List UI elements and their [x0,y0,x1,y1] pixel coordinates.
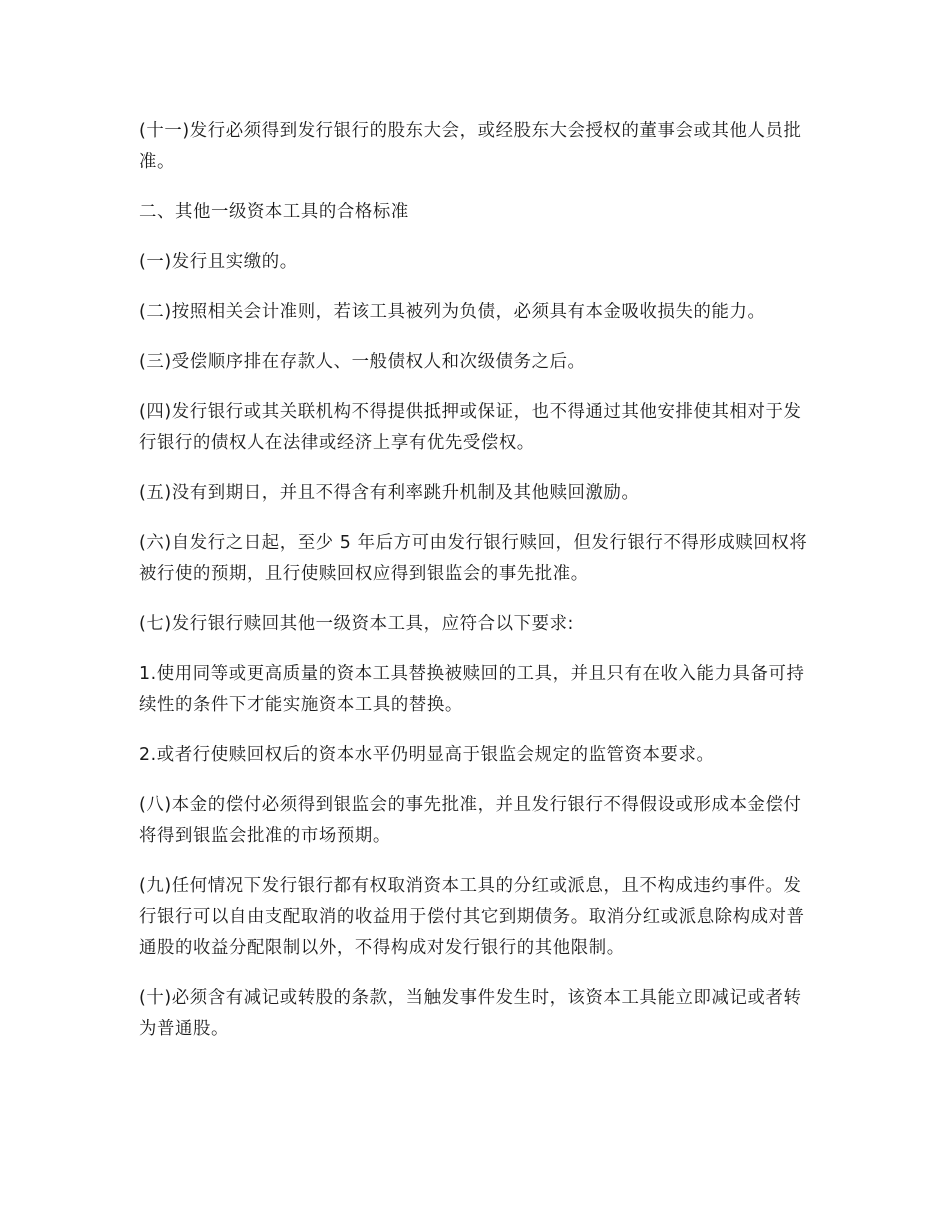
paragraph-criterion-6: (六)自发行之日起，至少 5 年后方可由发行银行赎回，但发行银行不得形成赎回权将被行使的预期，且行使赎回权应得到银监会的事先批准。 [139,533,808,584]
paragraph-approval: (十一)发行必须得到发行银行的股东大会，或经股东大会授权的董事会或其他人员批准。 [139,121,802,172]
section-heading: 二、其他一级资本工具的合格标准 [139,202,409,222]
paragraph-criterion-10: (十)必须含有减记或转股的条款，当触发事件发生时，该资本工具能立即减记或者转为普通股。 [139,988,802,1039]
paragraph-requirement-2: 2.或者行使赎回权后的资本水平仍明显高于银监会规定的监管资本要求。 [139,745,715,765]
paragraph-criterion-4: (四)发行银行或其关联机构不得提供抵押或保证，也不得通过其他安排使其相对于发行银行的债权人在法律或经济上享有优先受偿权。 [139,402,802,453]
paragraph-criterion-5: (五)没有到期日，并且不得含有利率跳升机制及其他赎回激励。 [139,483,640,503]
paragraph-criterion-2: (二)按照相关会计准则，若该工具被列为负债，必须具有本金吸收损失的能力。 [139,302,766,322]
paragraph-criterion-1: (一)发行且实缴的。 [139,252,298,272]
paragraph-criterion-3: (三)受偿顺序排在存款人、一般债权人和次级债务之后。 [139,352,586,372]
paragraph-requirement-1: 1.使用同等或更高质量的资本工具替换被赎回的工具，并且只有在收入能力具备可持续性的条件下才能实施资本工具的替换。 [139,664,805,715]
paragraph-criterion-8: (八)本金的偿付必须得到银监会的事先批准，并且发行银行不得假设或形成本金偿付将得到银监会批准的市场预期。 [139,795,802,846]
document-body [139,116,813,1064]
paragraph-criterion-7: (七)发行银行赎回其他一级资本工具，应符合以下要求: [139,614,575,634]
paragraph-criterion-9: (九)任何情况下发行银行都有权取消资本工具的分红或派息，且不构成违约事件。发行银行可以自由支配取消的收益用于偿付其它到期债务。取消分红或派息除构成对普通股的收益分配限制以外，不得构成对发行银行的其他限制。 [139,876,805,958]
